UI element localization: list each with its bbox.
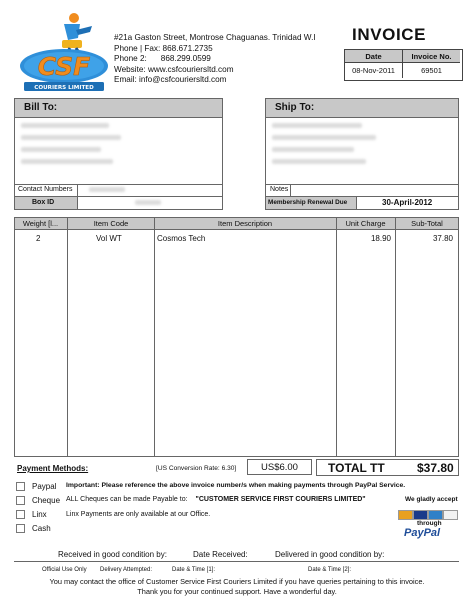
row-sub-total: 37.80 bbox=[432, 234, 453, 243]
renewal-label: Membership Renewal Due bbox=[268, 199, 348, 206]
phone2-value: 868.299.0599 bbox=[160, 54, 211, 64]
company-address-block bbox=[114, 33, 316, 86]
redacted-line bbox=[272, 147, 354, 152]
thank-you-note: Thank you for your continued support. Have a wonderful day. bbox=[137, 587, 337, 596]
invoice-date: 08-Nov-2011 bbox=[345, 63, 403, 78]
delivery-attempted-label: Delivery Attempted: bbox=[100, 567, 153, 573]
date-label: Date bbox=[345, 50, 403, 63]
renewal-date: 30-April-2012 bbox=[382, 198, 433, 207]
col-unit-charge: Unit Charge bbox=[345, 219, 386, 228]
redacted-line bbox=[272, 159, 366, 164]
total-tt-box bbox=[316, 459, 459, 476]
cheque-checkbox[interactable] bbox=[16, 496, 25, 505]
redacted-line bbox=[272, 123, 362, 128]
redacted-line bbox=[272, 135, 376, 140]
cheque-payee: "CUSTOMER SERVICE FIRST COURIERS LIMITED" bbox=[195, 496, 366, 503]
col-divider bbox=[67, 218, 68, 456]
official-use-label: Official Use Only bbox=[42, 567, 87, 573]
discover-icon bbox=[443, 510, 458, 520]
phone2-label: Phone 2: bbox=[114, 54, 147, 64]
items-table bbox=[14, 217, 459, 457]
bill-to-panel bbox=[14, 98, 223, 210]
row-item-code: Vol WT bbox=[96, 234, 122, 243]
invoice-title: INVOICE bbox=[352, 25, 427, 44]
redacted-contact bbox=[89, 187, 125, 192]
notes-label: Notes bbox=[270, 186, 289, 193]
col-sub-total: Sub-Total bbox=[411, 219, 443, 228]
invoice-number: 69501 bbox=[421, 66, 442, 75]
signature-line bbox=[14, 561, 459, 562]
payment-methods-label: Payment Methods: bbox=[17, 464, 89, 473]
col-item-code: Item Code bbox=[93, 219, 129, 228]
paypal-logo: PayPal bbox=[404, 527, 441, 539]
company-website[interactable]: Website: www.csfcouriersltd.com bbox=[114, 64, 234, 74]
paypal-checkbox[interactable] bbox=[16, 482, 25, 491]
through-text: through bbox=[417, 520, 442, 527]
delivered-by-label: Delivered in good condition by: bbox=[275, 550, 385, 559]
invoice-number-label: Invoice No. bbox=[403, 50, 460, 63]
ship-to-header bbox=[266, 99, 458, 118]
linx-checkbox[interactable] bbox=[16, 510, 25, 519]
bill-to-title: Bill To: bbox=[24, 102, 58, 113]
divider bbox=[77, 184, 78, 209]
conversion-rate: [US Conversion Rate: 6.30] bbox=[156, 465, 237, 472]
company-email[interactable]: Email: info@csfcouriersltd.com bbox=[114, 75, 227, 85]
cheque-prefix: ALL Cheques can be made Payable to: bbox=[66, 496, 188, 503]
mastercard-icon bbox=[398, 510, 413, 520]
redacted-line bbox=[21, 123, 109, 128]
company-phone-fax: Phone | Fax: 868.671.2735 bbox=[114, 43, 213, 53]
redacted-box-id bbox=[135, 200, 161, 205]
row-item-description: Cosmos Tech bbox=[157, 234, 206, 243]
usd-total: US$6.00 bbox=[247, 459, 312, 475]
divider bbox=[290, 184, 291, 196]
bill-to-header bbox=[15, 99, 222, 118]
col-divider bbox=[336, 218, 337, 456]
divider bbox=[356, 196, 357, 209]
redacted-line bbox=[21, 147, 101, 152]
date-received-label: Date Received: bbox=[193, 550, 248, 559]
company-phone2-row bbox=[114, 54, 316, 65]
method-linx: Linx bbox=[32, 510, 47, 519]
row-weight: 2 bbox=[36, 234, 41, 243]
redacted-line bbox=[21, 135, 121, 140]
invoice-header-table bbox=[344, 49, 463, 81]
total-value: $37.80 bbox=[417, 461, 454, 475]
col-divider bbox=[395, 218, 396, 456]
amex-icon bbox=[428, 510, 443, 520]
date-time-1-label: Date & Time [1]: bbox=[172, 567, 216, 573]
date-time-2-label: Date & Time [2]: bbox=[308, 567, 352, 573]
col-divider bbox=[154, 218, 155, 456]
logo-text: CSF bbox=[37, 52, 91, 81]
received-by-label: Received in good condition by: bbox=[58, 550, 167, 559]
paypal-important-note: Important: Please reference the above invoice number/s when making payments through PayPal Service. bbox=[66, 482, 406, 489]
row-unit-charge: 18.90 bbox=[370, 234, 391, 243]
divider bbox=[266, 184, 458, 185]
gladly-accept-text: We gladly accept bbox=[405, 496, 458, 503]
method-paypal: Paypal bbox=[32, 482, 57, 491]
cheque-note bbox=[66, 496, 366, 503]
contact-note: You may contact the office of Customer Service First Couriers Limited if you have queries pertaining to this invoice. bbox=[49, 577, 425, 586]
divider bbox=[15, 184, 222, 185]
col-weight: Weight [l... bbox=[22, 219, 59, 228]
method-cheque: Cheque bbox=[32, 496, 61, 505]
ship-to-title: Ship To: bbox=[275, 102, 315, 113]
method-cash: Cash bbox=[32, 524, 51, 533]
company-logo bbox=[18, 10, 112, 94]
box-id-label: Box ID bbox=[32, 199, 55, 206]
logo-subtext: COURIERS LIMITED bbox=[34, 85, 94, 91]
col-item-description: Item Description bbox=[217, 219, 273, 228]
redacted-line bbox=[21, 159, 113, 164]
card-logos bbox=[398, 508, 460, 520]
total-label: TOTAL TT bbox=[328, 461, 385, 475]
company-address: #21a Gaston Street, Montrose Chaguanas. Trinidad W.I bbox=[114, 33, 316, 42]
visa-icon bbox=[413, 510, 428, 520]
linx-note: Linx Payments are only available at our Office. bbox=[66, 511, 211, 518]
contact-numbers-label: Contact Numbers bbox=[18, 186, 73, 193]
ship-to-panel bbox=[265, 98, 459, 210]
cash-checkbox[interactable] bbox=[16, 524, 25, 533]
